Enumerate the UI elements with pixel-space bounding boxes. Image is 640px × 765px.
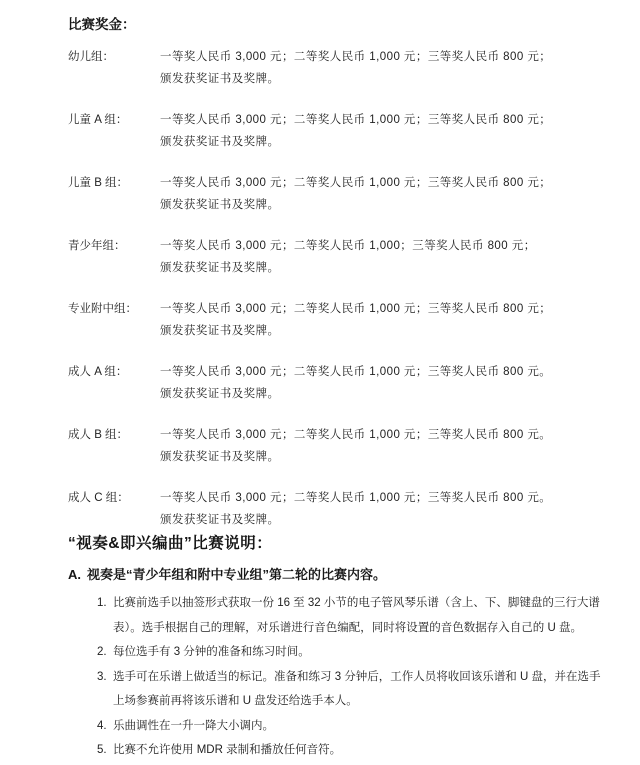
prize-note: 颁发获奖证书及奖牌。 <box>160 262 280 274</box>
rule-item-number: 5. <box>97 744 107 756</box>
prize-amounts: 一等奖人民币 3,000 元；二等奖人民币 1,000；三等奖人民币 800 元； <box>160 240 536 252</box>
prize-row-teen <box>68 235 605 279</box>
rule-item-number: 3. <box>97 670 107 683</box>
rule-item-text: 选手可在乐谱上做适当的标记。准备和练习 3 分钟后，工作人员将收回该乐谱和 U 盘，并在选手上场参赛前再将该乐谱和 U 盘发还给选手本人。 <box>113 670 601 707</box>
group-label: 儿童 A 组： <box>68 114 128 126</box>
rule-item-text: 比赛前选手以抽签形式获取一份 16 至 32 小节的电子管风琴乐谱（含上、下、脚键盘的三行大谱表）。选手根据自己的理解，对乐谱进行音色编配，同时将设置的音色数据存入自己的 U 盘。 <box>113 597 600 634</box>
prize-amounts: 一等奖人民币 3,000 元；二等奖人民币 1,000 元；三等奖人民币 800 元。 <box>160 492 552 504</box>
group-label: 幼儿组： <box>68 51 114 63</box>
prize-row-pro-affiliated <box>68 298 605 342</box>
group-label: 儿童 B 组： <box>68 177 129 189</box>
rule-item-text: 乐曲调性在一升一降大小调内。 <box>113 719 274 732</box>
rule-item-a-text: 视奏是“青少年组和附中专业组”第二轮的比赛内容。 <box>87 567 387 582</box>
group-label: 专业附中组： <box>68 303 137 315</box>
prize-amounts: 一等奖人民币 3,000 元；二等奖人民币 1,000 元；三等奖人民币 800 元。 <box>160 429 552 441</box>
rule-item-a-marker: A. <box>68 567 81 582</box>
prize-section-heading: 比赛奖金： <box>68 17 136 32</box>
rule-item-2 <box>68 640 605 665</box>
group-prize-desc <box>160 109 605 153</box>
group-label: 成人 B 组： <box>68 429 129 441</box>
rule-item-4 <box>68 714 605 739</box>
group-label: 青少年组： <box>68 240 126 252</box>
prize-note: 颁发获奖证书及奖牌。 <box>160 451 280 463</box>
group-label: 成人 C 组： <box>68 492 129 504</box>
rule-item-5 <box>68 738 605 763</box>
group-prize-desc <box>160 172 605 216</box>
rule-item-text: 比赛不允许使用 MDR 录制和播放任何音符。 <box>113 744 342 756</box>
prize-amounts: 一等奖人民币 3,000 元；二等奖人民币 1,000 元；三等奖人民币 800 元； <box>160 303 552 315</box>
rule-item-number: 1. <box>97 597 107 609</box>
group-prize-desc <box>160 487 605 531</box>
prize-amounts: 一等奖人民币 3,000 元；二等奖人民币 1,000 元；三等奖人民币 800 元； <box>160 114 552 126</box>
prize-amounts: 一等奖人民币 3,000 元；二等奖人民币 1,000 元；三等奖人民币 800 元； <box>160 51 552 63</box>
rules-section-heading: “视奏&即兴编曲”比赛说明： <box>68 535 273 552</box>
group-prize-desc <box>160 424 605 468</box>
prize-row-youngchild <box>68 46 605 90</box>
group-label: 成人 A 组： <box>68 366 128 378</box>
rule-item-1 <box>68 591 605 640</box>
prize-amounts: 一等奖人民币 3,000 元；二等奖人民币 1,000 元；三等奖人民币 800 元。 <box>160 366 552 378</box>
rule-item-number: 4. <box>97 719 107 732</box>
prize-row-adult-b <box>68 424 605 468</box>
rule-item-text: 每位选手有 3 分钟的准备和练习时间。 <box>113 646 310 658</box>
group-prize-desc <box>160 361 605 405</box>
group-prize-desc <box>160 298 605 342</box>
rule-item-3 <box>68 665 605 714</box>
prize-row-adult-c <box>68 487 605 531</box>
rule-item-a <box>68 566 605 583</box>
group-prize-desc <box>160 235 605 279</box>
prize-note: 颁发获奖证书及奖牌。 <box>160 388 280 400</box>
rule-item-number: 2. <box>97 646 107 658</box>
prize-row-adult-a <box>68 361 605 405</box>
group-prize-desc <box>160 46 605 90</box>
prize-row-child-b <box>68 172 605 216</box>
prize-amounts: 一等奖人民币 3,000 元；二等奖人民币 1,000 元；三等奖人民币 800 元； <box>160 177 552 189</box>
prize-row-child-a <box>68 109 605 153</box>
prize-note: 颁发获奖证书及奖牌。 <box>160 514 280 526</box>
prize-note: 颁发获奖证书及奖牌。 <box>160 136 280 148</box>
prize-note: 颁发获奖证书及奖牌。 <box>160 199 280 211</box>
rules-list <box>68 591 605 763</box>
prize-note: 颁发获奖证书及奖牌。 <box>160 73 280 85</box>
prize-note: 颁发获奖证书及奖牌。 <box>160 325 280 337</box>
